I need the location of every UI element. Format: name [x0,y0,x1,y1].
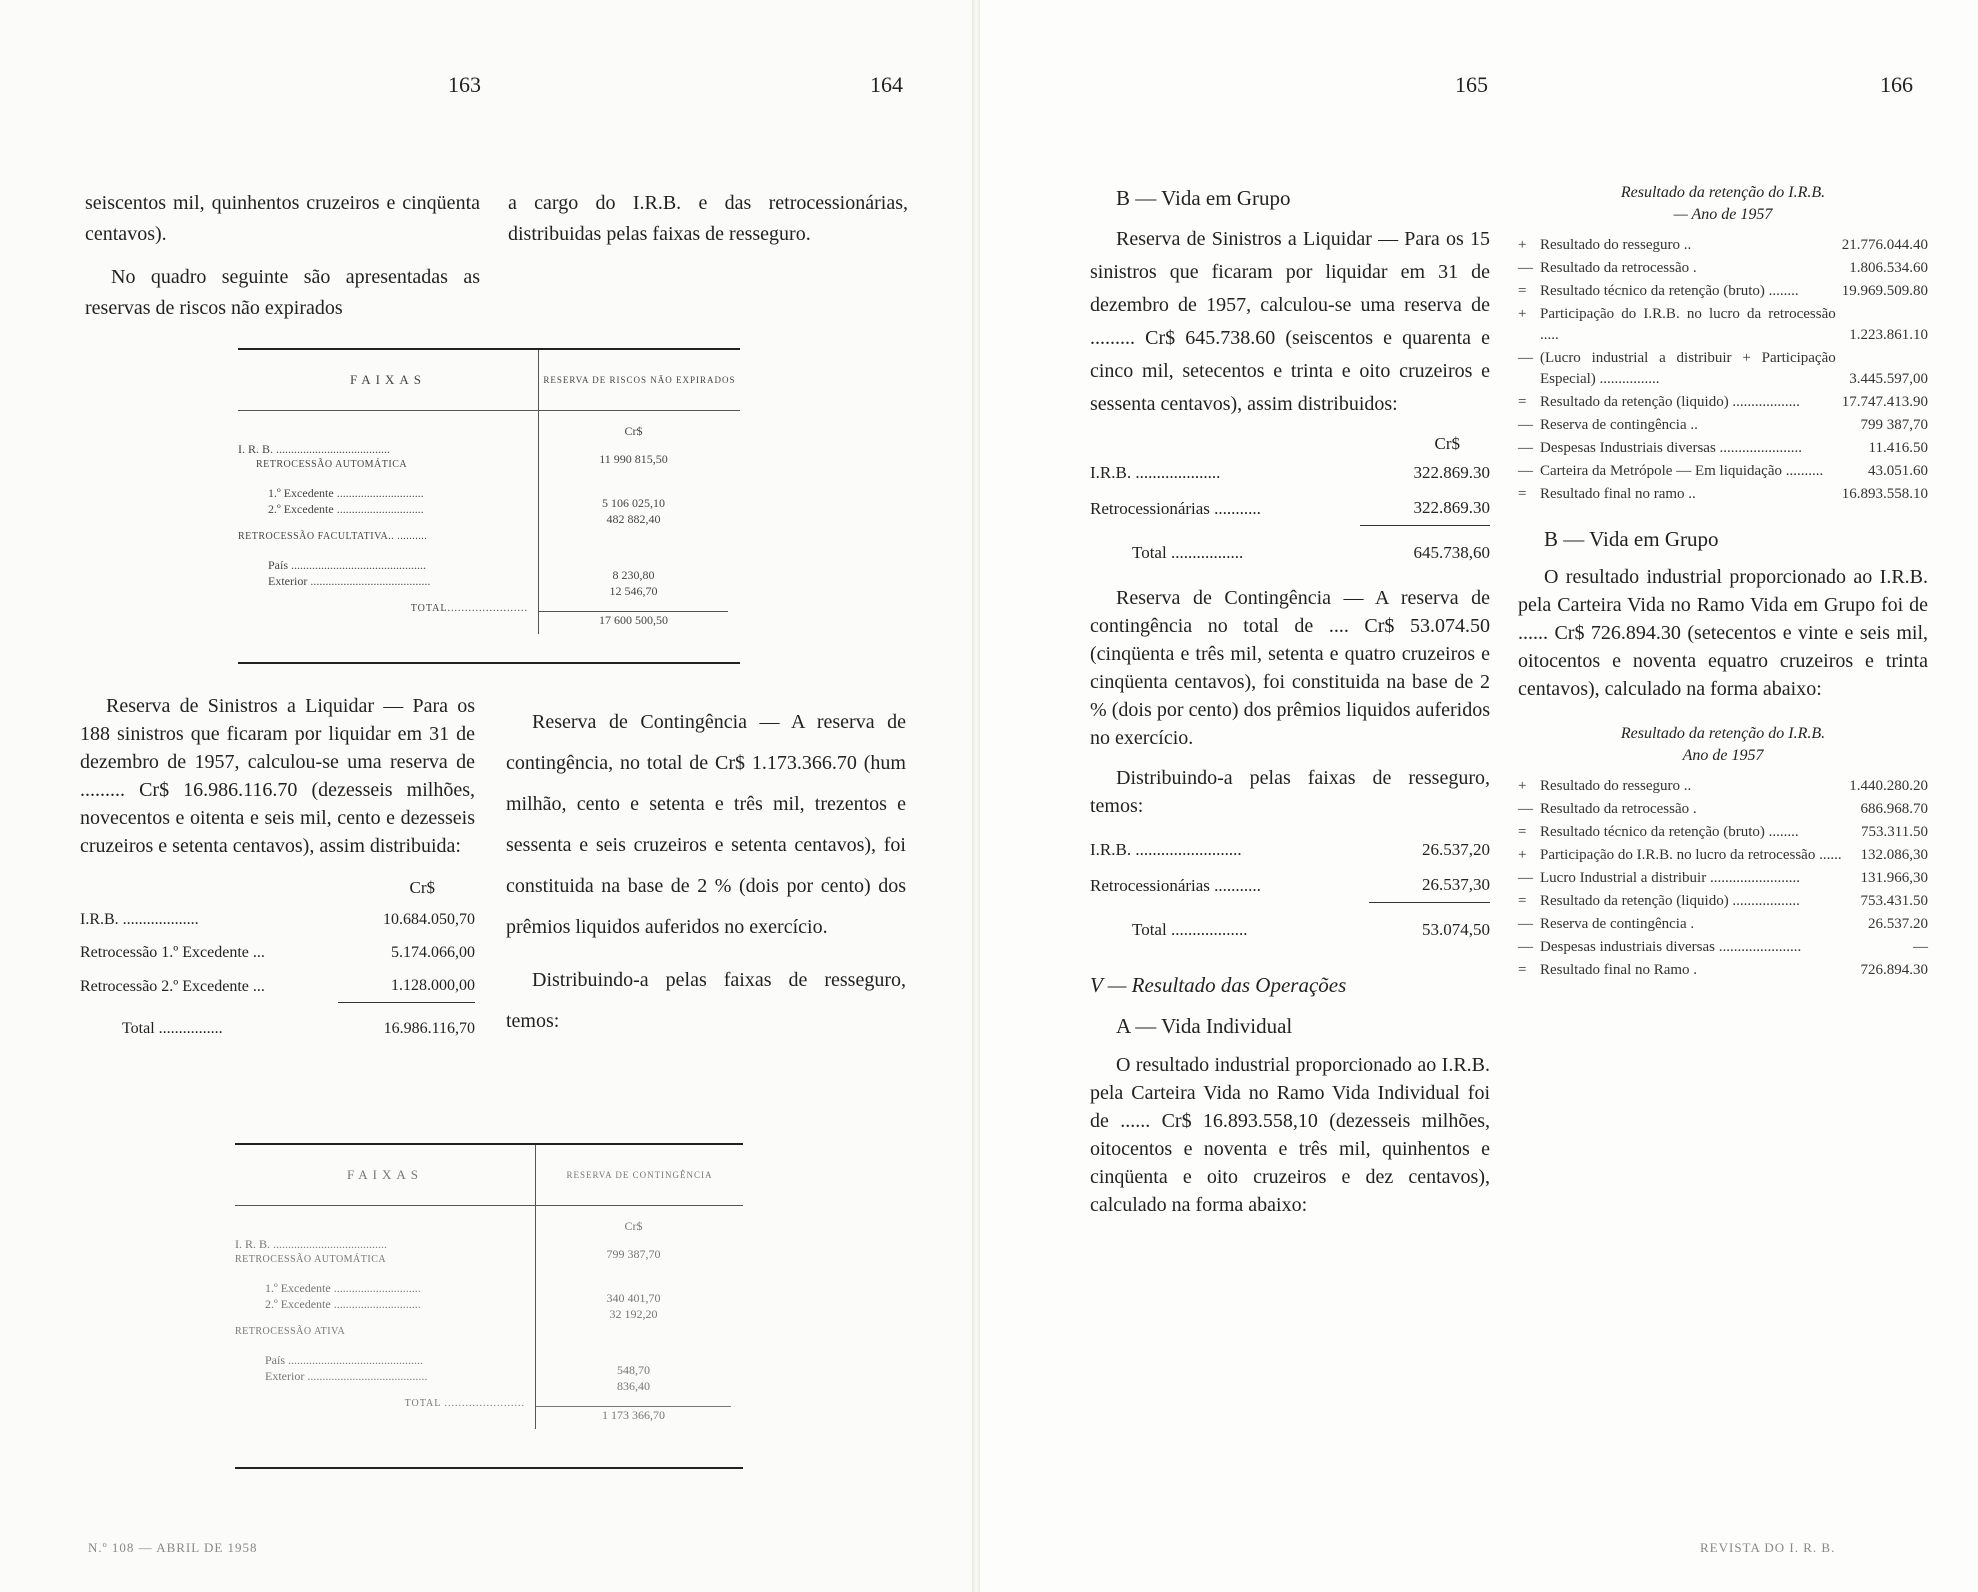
row-value: 131.966,30 [1860,870,1928,886]
caption-line: Resultado da retenção do I.R.B. [1620,725,1826,742]
row-exc2-label: 2.º Excedente ............................. [265,1297,421,1311]
row-label: Resultado do resseguro .. [1540,237,1692,253]
operator: — [1518,417,1533,433]
p166-table2 [1518,775,1928,982]
row-label: Resultado final no ramo .. [1540,486,1696,502]
row-fac-label: RETROCESSÃO FACULTATIVA.. .......... [238,531,428,542]
table-header-faixas: FAIXAS [235,1145,536,1205]
row-value: 799 387,70 [1860,417,1928,433]
ledger-value: 322.869.30 [1413,463,1490,482]
operator: = [1518,394,1527,410]
operator: + [1518,847,1527,863]
ledger-total-label: Total ................. [1132,543,1244,562]
p165-resultado: O resultado industrial proporcionado ao I.R.B. pela Carteira Vida no Ramo Vida Individual foi de ...... Cr$ 16.893.558,10 (dezesseis milhões, oitocentos e noventa e três mil, quinhentos e cinqüenta e oito cruzeiros e dez centavos), calculado na forma abaixo: [1090,1054,1490,1216]
operator: — [1518,870,1533,886]
operator: = [1518,486,1527,502]
p165-sinistros: Reserva de Sinistros a Liquidar — Para os 15 sinistros que ficaram por liquidar em 31 de dezembro de 1957, calculou-se uma reserva de ......... Cr$ 645.738.60 (seiscentos e quarenta e cinco mil, setecentos e trinta e oito cruzeiros e sessenta centavos), assim distribuidos: [1090,228,1490,415]
row-value: 21.776.044.40 [1841,237,1928,253]
operator: — [1518,350,1533,366]
ledger-value: 1.128.000,00 [391,977,475,994]
row-value: 1.806.534.60 [1849,260,1928,276]
row-label: Reserva de contingência .. [1540,417,1698,433]
operator: — [1518,939,1533,955]
ledger-value: 322.869.30 [1413,498,1490,517]
row-value: 16.893.558.10 [1841,486,1928,502]
ledger-label: Retrocessionárias ........... [1090,498,1261,518]
row-label: Resultado do resseguro .. [1540,778,1692,794]
p164-intro-text: a cargo do I.R.B. e das retrocessionárias, distribuidas pelas faixas de resseguro. [508,192,908,245]
footer-journal: REVISTA DO I. R. B. [1700,1540,1836,1555]
operator: = [1518,824,1527,840]
ledger-label: I.R.B. ......................... [1090,840,1242,859]
ledger-total-value: 645.738,60 [1360,526,1490,571]
operator: + [1518,778,1527,794]
row-value: 1.223.861.10 [1849,327,1928,343]
row-pais-label: País ............................................. [268,558,427,572]
ledger-value: 26.537,20 [1422,840,1490,859]
row-value: 132.086,30 [1860,847,1928,863]
p164-contingencia-block [506,702,906,1054]
page-number-164: 164 [870,72,903,97]
row-pais-value: 8 230,80 [612,568,655,582]
ledger-label: Retrocessionárias ........... [1090,875,1261,895]
table-header-reserva: RESERVA DE RISCOS NÃO EXPIRADOS [543,375,736,385]
row-auto-label: RETROCESSÃO AUTOMÁTICA [256,459,408,470]
page-number-165: 165 [1455,72,1488,97]
p163-intro [85,188,480,336]
table-reserva-contingencia [235,1143,743,1469]
ledger-total-value: 53.074,50 [1369,903,1490,948]
p163-intro-a: seiscentos mil, quinhentos cruzeiros e cinqüenta centavos). [85,192,480,245]
p166-caption2 [1518,723,1928,767]
row-exc1-value: 340 401,70 [606,1291,661,1305]
row-value: 753.431.50 [1860,893,1928,909]
p164-intro [508,188,908,262]
p166-table1 [1518,234,1928,506]
page-number-163: 163 [448,72,481,97]
row-pais-label: País ............................................. [265,1353,424,1367]
operator: — [1518,463,1533,479]
p163-currency: Cr$ [409,878,435,897]
p163-sinistros-block [80,692,475,1045]
ledger-value: 5.174.066,00 [391,944,475,961]
operator: = [1518,893,1527,909]
row-total-label: TOTAL....................... [410,603,528,614]
row-ext-label: Exterior ........................................ [265,1369,428,1383]
row-label: Lucro Industrial a distribuir ........................ [1540,870,1800,886]
operator: — [1518,260,1533,276]
row-ext-label: Exterior ........................................ [268,574,431,588]
currency-label: Cr$ [624,1219,643,1233]
ledger-total-label: Total .................. [1132,920,1248,939]
row-exc1-label: 1.º Excedente ............................. [265,1281,421,1295]
p165-heading-b: B — Vida em Grupo [1116,186,1291,210]
row-exc1-value: 5 106 025,10 [602,496,665,510]
row-label: Resultado da retenção (liquido) .................. [1540,394,1800,410]
ledger-label: Retrocessão 1.º Excedente ... [80,944,265,961]
row-label: Resultado técnico da retenção (bruto) ........ [1540,824,1799,840]
row-label: Resultado da retrocessão . [1540,260,1697,276]
ledger-value: 26.537,30 [1422,875,1490,894]
row-irb-value: 799 387,70 [606,1247,661,1261]
operator: — [1518,801,1533,817]
row-exc2-label: 2.º Excedente ............................. [268,502,424,516]
page-number-166: 166 [1880,72,1913,97]
p165-column [1090,182,1490,1231]
row-label: Participação do I.R.B. no lucro da retrocessão ...... [1540,847,1842,863]
ledger-label: I.R.B. .................... [1090,463,1221,482]
footer-issue: N.º 108 — ABRIL DE 1958 [88,1540,258,1555]
row-label: Resultado técnico da retenção (bruto) ........ [1540,283,1799,299]
currency-label: Cr$ [624,424,643,438]
p165-section-v: V — Resultado das Operações [1090,973,1347,997]
row-value: 686.968.70 [1860,801,1928,817]
p166-caption1 [1518,182,1928,226]
p166-resultado: O resultado industrial proporcionado ao I.R.B. pela Carteira Vida no Ramo Vida em Grupo foi de ...... Cr$ 726.894.30 (setecentos e vinte e seis mil, oitocentos e noventa equatro cruzeiros e trinta centavos), calculado na forma abaixo: [1518,566,1928,700]
table-header-reserva: RESERVA DE CONTINGÊNCIA [566,1170,713,1180]
row-label: Carteira da Metrópole — Em liquidação .......... [1540,463,1824,479]
table-reserva-riscos [238,348,740,664]
table-header-faixas: FAIXAS [238,350,539,410]
book-gutter [972,0,980,1592]
row-value: — [1913,939,1928,955]
p165-ledger1 [1090,455,1490,570]
row-label: Reserva de contingência . [1540,916,1695,932]
row-value: 17.747.413.90 [1841,394,1928,410]
row-value: 19.969.509.80 [1841,283,1928,299]
row-ext-value: 836,40 [617,1379,650,1393]
row-label: Despesas Industriais diversas ...................... [1540,440,1803,456]
p166-heading-b: B — Vida em Grupo [1544,527,1719,551]
row-total-value: 17 600 500,50 [599,613,668,627]
row-irb-value: 11 990 815,50 [599,452,668,466]
operator: = [1518,283,1527,299]
row-value: 1.440.280.20 [1849,778,1928,794]
row-exc2-value: 482 882,40 [606,512,661,526]
row-pais-value: 548,70 [617,1363,650,1377]
ledger-label: I.R.B. ................... [80,911,199,928]
p163-sinistros: Reserva de Sinistros a Liquidar — Para os 188 sinistros que ficaram por liquidar em 31 de dezembro de 1957, calculou-se uma reserva de ......... Cr$ 16.986.116.70 (dezesseis milhões, novecentos e oitenta e seis mil, cento e dezesseis cruzeiros e setenta centavos), assim distribuida: [80,695,475,857]
row-label: Resultado da retenção (liquido) .................. [1540,893,1800,909]
row-auto-label: RETROCESSÃO AUTOMÁTICA [235,1254,387,1265]
row-value: 726.894.30 [1860,962,1928,978]
p165-distribuindo: Distribuindo-a pelas faixas de resseguro, temos: [1090,767,1490,817]
p163-intro-b: No quadro seguinte são apresentadas as reservas de riscos não expirados [85,266,480,319]
operator: + [1518,306,1527,322]
row-irb-label: I. R. B. ...................................... [238,442,391,456]
row-label: (Lucro industrial a distribuir + Participação Especial) ................ [1540,350,1836,387]
p164-distribuindo: Distribuindo-a pelas faixas de resseguro, temos: [506,969,906,1032]
row-value: 753.311.50 [1861,824,1928,840]
row-irb-label: I. R. B. ...................................... [235,1237,388,1251]
p163-ledger [80,903,475,1045]
row-exc1-label: 1.º Excedente ............................. [268,486,424,500]
row-label: Resultado da retrocessão . [1540,801,1697,817]
row-fac-label: RETROCESSÃO ATIVA [235,1326,346,1337]
ledger-label: Retrocessão 2.º Excedente ... [80,977,265,995]
p166-column [1518,182,1928,982]
p164-contingencia: Reserva de Contingência — A reserva de contingência, no total de Cr$ 1.173.366.70 (hum milhão, cento e setenta e três mil, trezentos e sessenta e seis cruzeiros e setenta centavos), foi constituida na base de 2 % (dois por cento) dos prêmios liquidos auferidos no exercício. [506,711,906,938]
p165-contingencia: Reserva de Contingência — A reserva de contingência no total de .... Cr$ 53.074.50 (cinqüenta e três mil, setenta e quatro cruzeiros e cinqüenta centavos), foi constituida na base de 2 % (dois por cento) dos prêmios liquidos auferidos no exercício. [1090,587,1490,749]
p165-ledger2 [1090,832,1490,947]
row-label: Resultado final no Ramo . [1540,962,1698,978]
row-ext-value: 12 546,70 [609,584,658,598]
row-total-label: TOTAL ....................... [404,1398,525,1409]
ledger-value: 10.684.050,70 [383,911,475,928]
p165-currency: Cr$ [1434,434,1460,453]
operator: — [1518,440,1533,456]
caption-line: — Ano de 1957 [1673,206,1773,223]
row-value: 3.445.597,00 [1849,371,1928,387]
ledger-total-label: Total ................ [122,1020,223,1037]
caption-line: Resultado da retenção do I.R.B. [1620,184,1826,201]
caption-line: Ano de 1957 [1682,747,1764,764]
ledger-total-value: 16.986.116,70 [338,1003,475,1046]
operator: — [1518,916,1533,932]
row-label: Despesas industriais diversas ...................... [1540,939,1802,955]
row-value: 43.051.60 [1868,463,1928,479]
p165-heading-a: A — Vida Individual [1116,1014,1293,1038]
row-label: Participação do I.R.B. no lucro da retrocessão ..... [1540,306,1836,343]
row-value: 26.537.20 [1868,916,1928,932]
row-exc2-value: 32 192,20 [609,1307,658,1321]
operator: = [1518,962,1527,978]
operator: + [1518,237,1527,253]
row-value: 11.416.50 [1868,440,1928,456]
row-total-value: 1 173 366,70 [602,1408,665,1422]
